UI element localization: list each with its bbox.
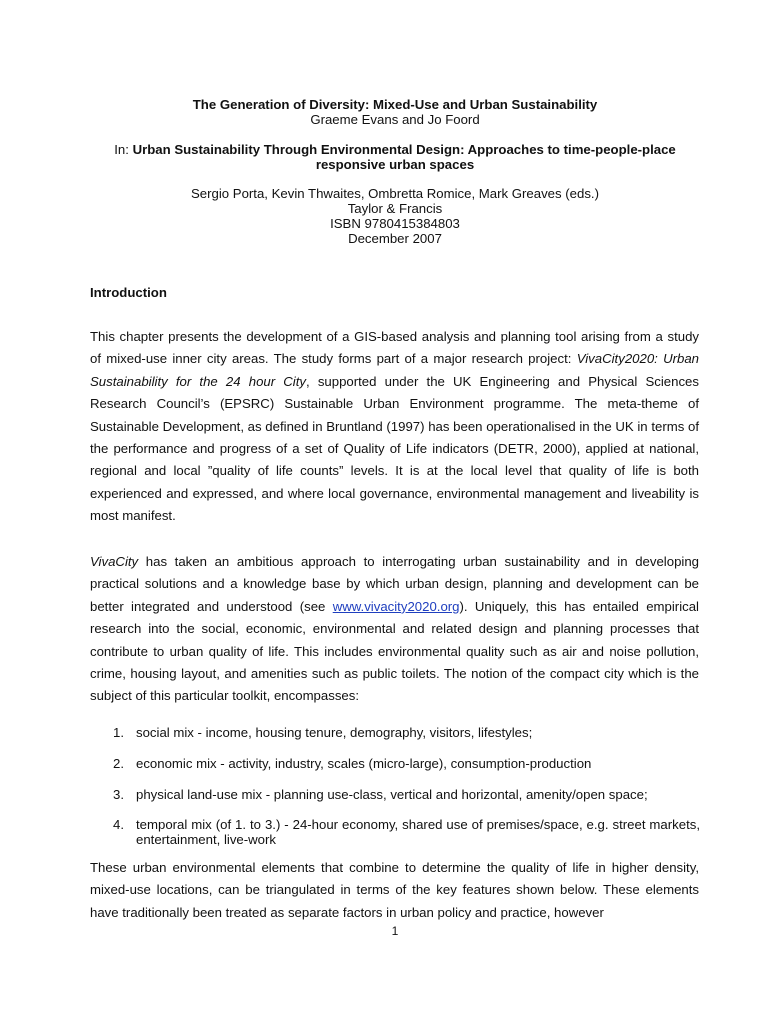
vivacity-name: VivaCity bbox=[90, 554, 139, 569]
publisher: Taylor & Francis bbox=[347, 201, 443, 216]
list-item-number: 1. bbox=[113, 725, 124, 740]
list-item-number: 3. bbox=[113, 787, 124, 802]
paragraph-intro-lead: This chapter presents the development of a GIS-based analysis and planning tool arising from a study of mixed-use inner city areas. The study forms part of a major research project: bbox=[90, 329, 699, 367]
list-item-text: social mix - income, housing tenure, demography, visitors, lifestyles; bbox=[136, 725, 533, 740]
in-prefix: In: bbox=[114, 142, 133, 157]
chapter-title: The Generation of Diversity: Mixed-Use and Urban Sustainability bbox=[192, 97, 598, 112]
paragraph-intro-rest: , supported under the UK Engineering and Physical Sciences Research Council’s (EPSRC) Sustainable Urban Environment programme. The meta-theme of Sustainable Development, as defined in Bruntland (1997) has been operationalised in the UK in terms of the performance and progress of a set of Quality of Life indicators (DETR, 2000), applied at national, regional and local ”quality of life counts” levels. It is at the local level that quality of life is both experienced and expressed, and where local governance, environmental management and liveability is most manifest. bbox=[90, 373, 699, 524]
paragraph-intro bbox=[90, 326, 699, 528]
paragraph-vivacity bbox=[90, 551, 699, 708]
page-number: 1 bbox=[391, 924, 399, 938]
isbn: ISBN 9780415384803 bbox=[330, 216, 460, 231]
publication-details bbox=[90, 186, 700, 246]
section-heading: Introduction bbox=[90, 285, 167, 300]
paragraph-vivacity-part1: has taken an ambitious approach to interrogating urban sustainability and in developing practical solutions and a knowledge base by which urban design, planning and development can be better integrated and understood (see bbox=[90, 554, 699, 614]
list-item-number: 4. bbox=[113, 817, 124, 832]
list-item-text: economic mix - activity, industry, scales (micro-large), consumption-production bbox=[136, 756, 592, 771]
paragraph-vivacity-part2: ). Uniquely, this has entailed empirical research into the social, economic, environmental and related design and planning processes that contribute to urban quality of life. This includes environmental quality such as air and noise pollution, crime, housing layout, and amenities such as public toilets. The notion of the compact city which is the subject of this particular toolkit, encompasses: bbox=[90, 598, 699, 704]
publication-date: December 2007 bbox=[348, 231, 442, 246]
book-reference bbox=[90, 142, 700, 172]
list-item-text: physical land-use mix - planning use-class, vertical and horizontal, amenity/open space; bbox=[136, 787, 648, 802]
title-block bbox=[90, 97, 700, 127]
vivacity-link[interactable]: www.vivacity2020.org bbox=[332, 598, 460, 614]
list-item-number: 2. bbox=[113, 756, 124, 771]
book-title: Urban Sustainability Through Environmental Design: Approaches to time-people-place responsive urban spaces bbox=[132, 142, 676, 172]
paragraph-elements: These urban environmental elements that combine to determine the quality of life in higher density, mixed-use locations, can be triangulated in terms of the key features shown below. These elements have traditionally been treated as separate factors in urban policy and practice, however bbox=[90, 860, 699, 920]
project-name: VivaCity2020: Urban Sustainability for the 24 hour City bbox=[90, 351, 699, 389]
editors: Sergio Porta, Kevin Thwaites, Ombretta Romice, Mark Greaves (eds.) bbox=[191, 186, 599, 201]
chapter-authors: Graeme Evans and Jo Foord bbox=[310, 112, 480, 127]
list-item-text: temporal mix (of 1. to 3.) - 24-hour economy, shared use of premises/space, e.g. street markets, entertainment, live-work bbox=[136, 817, 700, 847]
